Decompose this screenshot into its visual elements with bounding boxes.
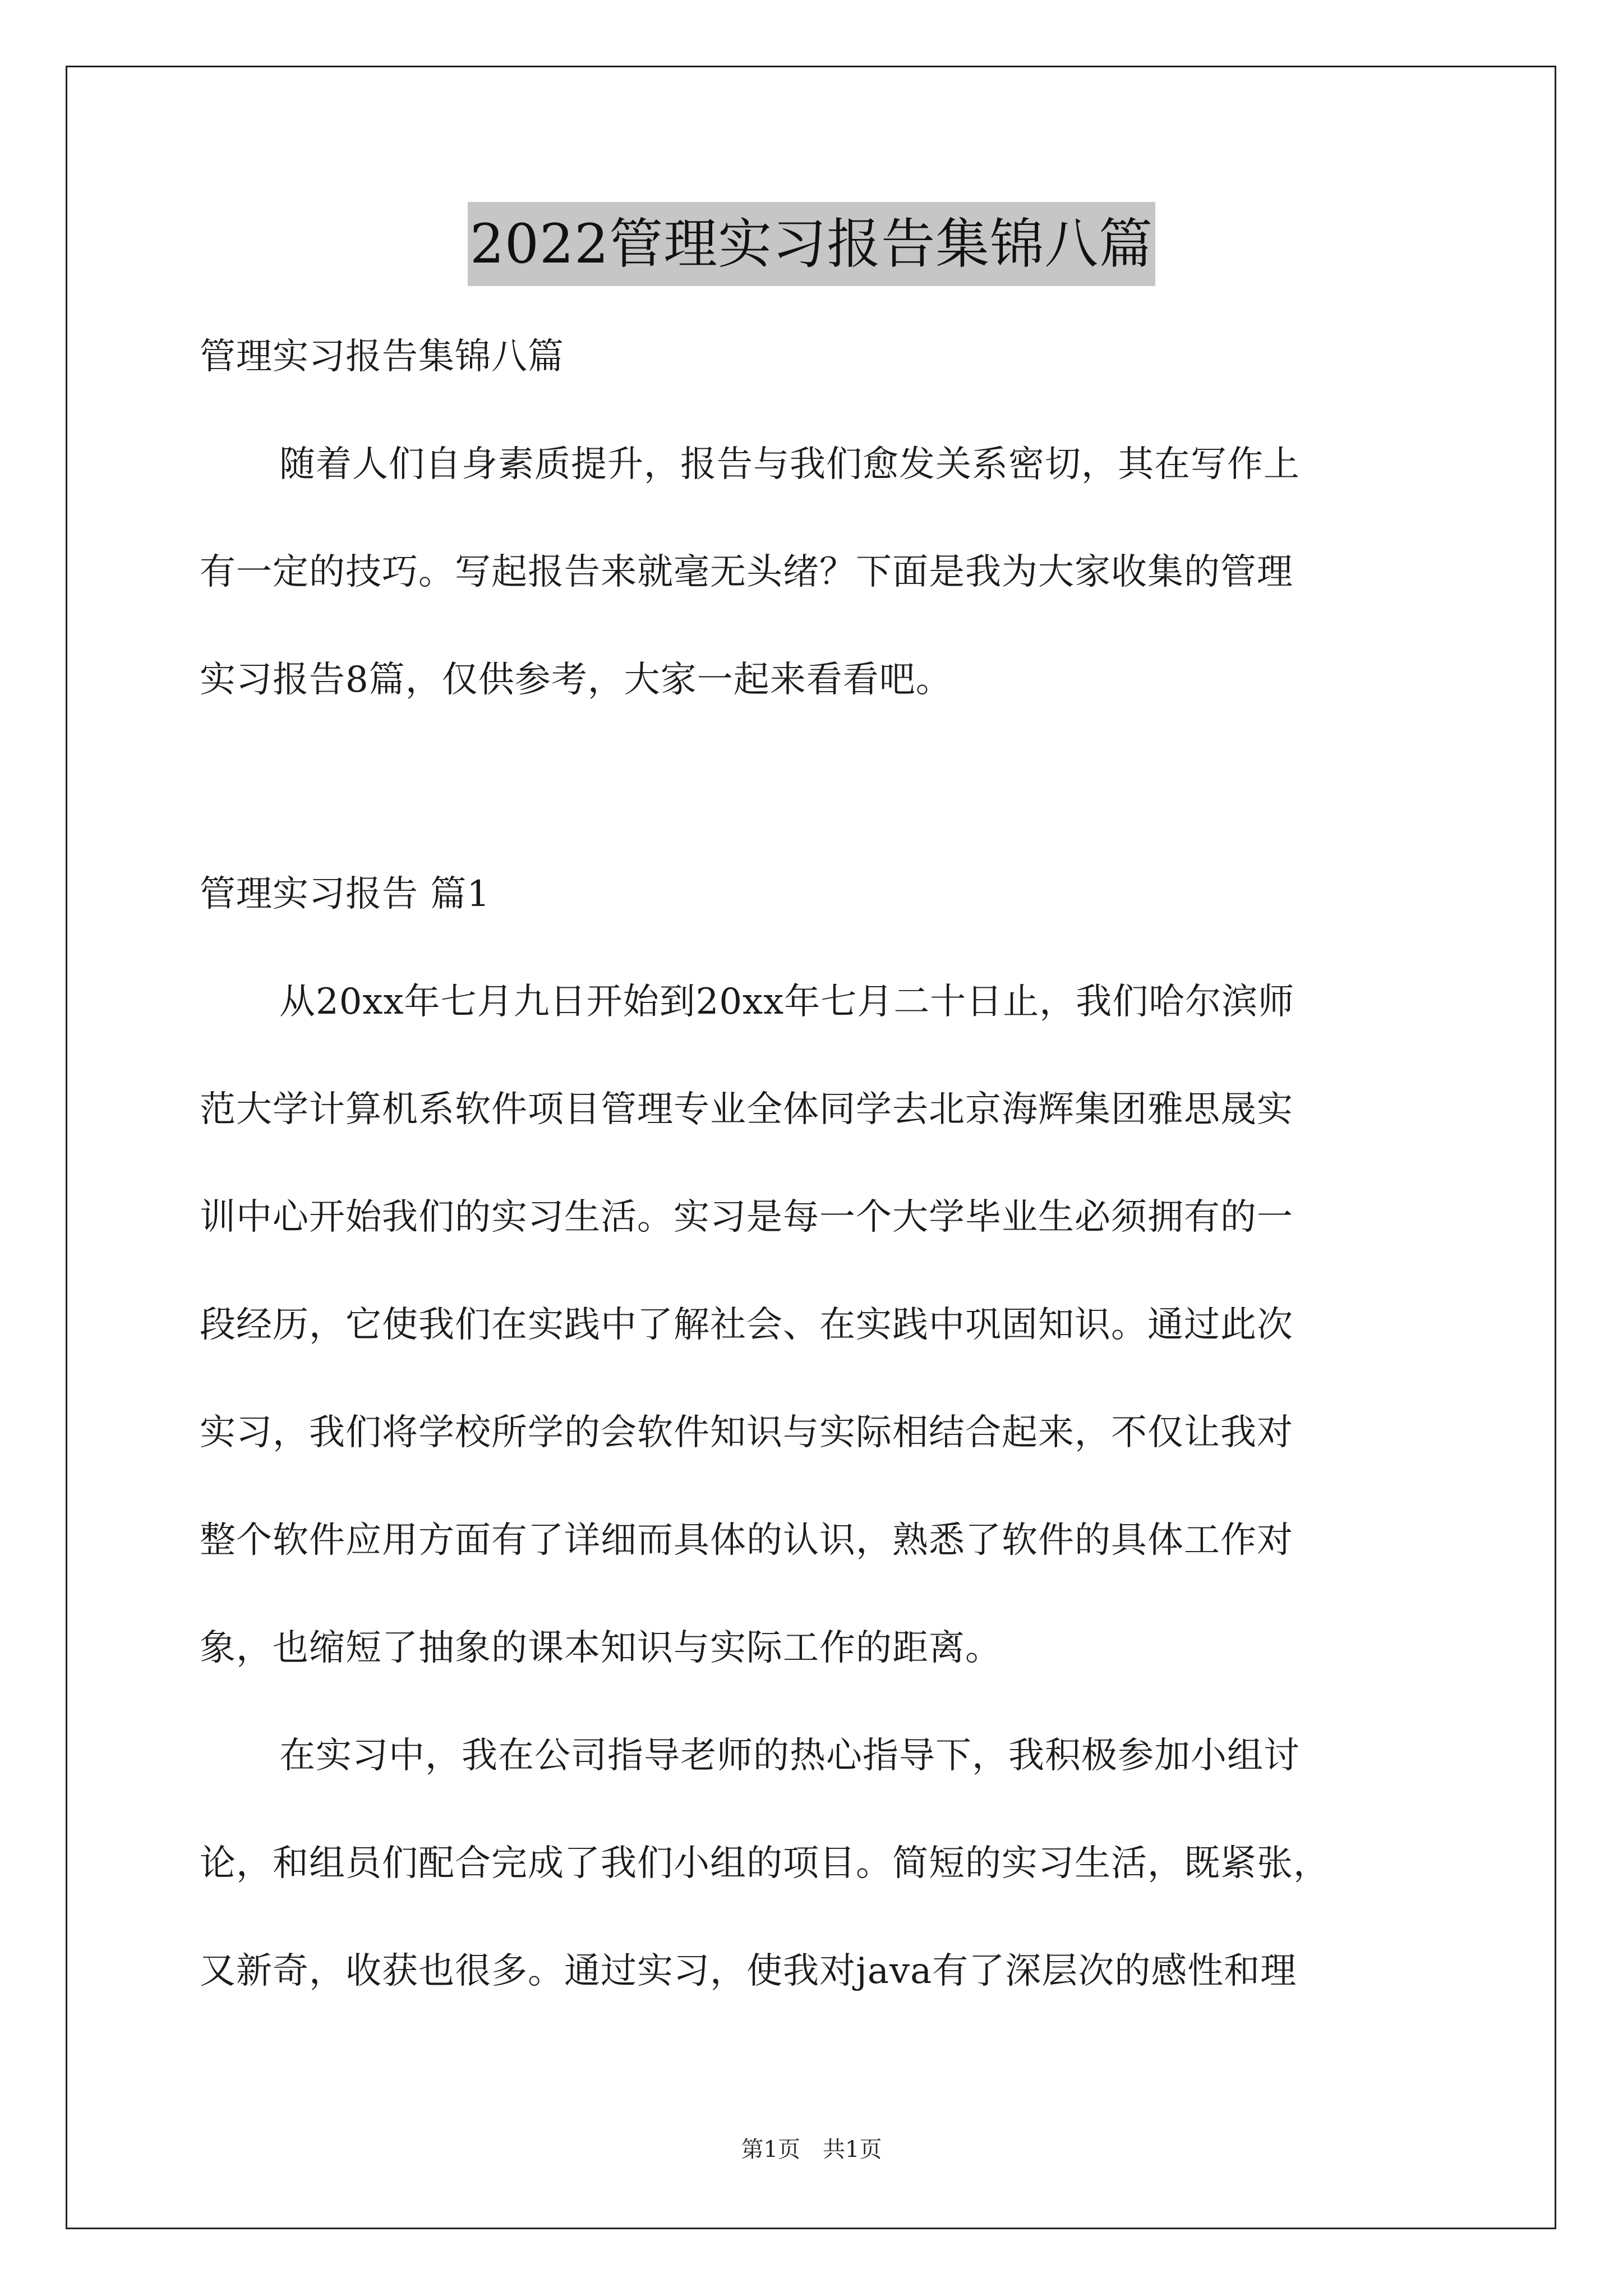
page-footer xyxy=(0,2132,1623,2164)
document-title: 2022管理实习报告集锦八篇 xyxy=(468,202,1155,286)
paragraph-line: 实习，我们将学校所学的会软件知识与实际相结合起来，不仅让我对 xyxy=(200,1412,1293,1453)
intro-line: 随着人们自身素质提升，报告与我们愈发关系密切，其在写作上 xyxy=(279,444,1300,485)
paragraph-line: 范大学计算机系软件项目管理专业全体同学去北京海辉集团雅思晟实 xyxy=(200,1089,1293,1130)
title-container xyxy=(0,202,1623,286)
page-total: 共1页 xyxy=(823,2137,882,2162)
paragraph-line: 从20xx年七月九日开始到20xx年七月二十日止，我们哈尔滨师 xyxy=(279,981,1295,1023)
document-body xyxy=(200,303,1433,2025)
paragraph-line: 论，和组员们配合完成了我们小组的项目。简短的实习生活，既紧张， xyxy=(200,1843,1330,1884)
page-number: 第1页 xyxy=(741,2137,800,2162)
paragraph-line: 整个软件应用方面有了详细而具体的认识，熟悉了软件的具体工作对 xyxy=(200,1520,1293,1561)
paragraph-line: 在实习中，我在公司指导老师的热心指导下，我积极参加小组讨 xyxy=(279,1735,1300,1777)
document-subtitle: 管理实习报告集锦八篇 xyxy=(200,336,564,378)
intro-line: 实习报告8篇，仅供参考，大家一起来看看吧。 xyxy=(200,659,952,701)
section-heading: 管理实习报告 篇1 xyxy=(200,873,491,915)
paragraph-line: 象，也缩短了抽象的课本知识与实际工作的距离。 xyxy=(200,1627,1002,1669)
intro-line: 有一定的技巧。写起报告来就毫无头绪？下面是我为大家收集的管理 xyxy=(200,551,1293,593)
paragraph-line: 段经历，它使我们在实践中了解社会、在实践中巩固知识。通过此次 xyxy=(200,1304,1293,1346)
section-spacer xyxy=(200,734,1433,840)
paragraph-line: 又新奇，收获也很多。通过实习，使我对java有了深层次的感性和理 xyxy=(200,1950,1297,1992)
paragraph-line: 训中心开始我们的实习生活。实习是每一个大学毕业生必须拥有的一 xyxy=(200,1197,1293,1238)
